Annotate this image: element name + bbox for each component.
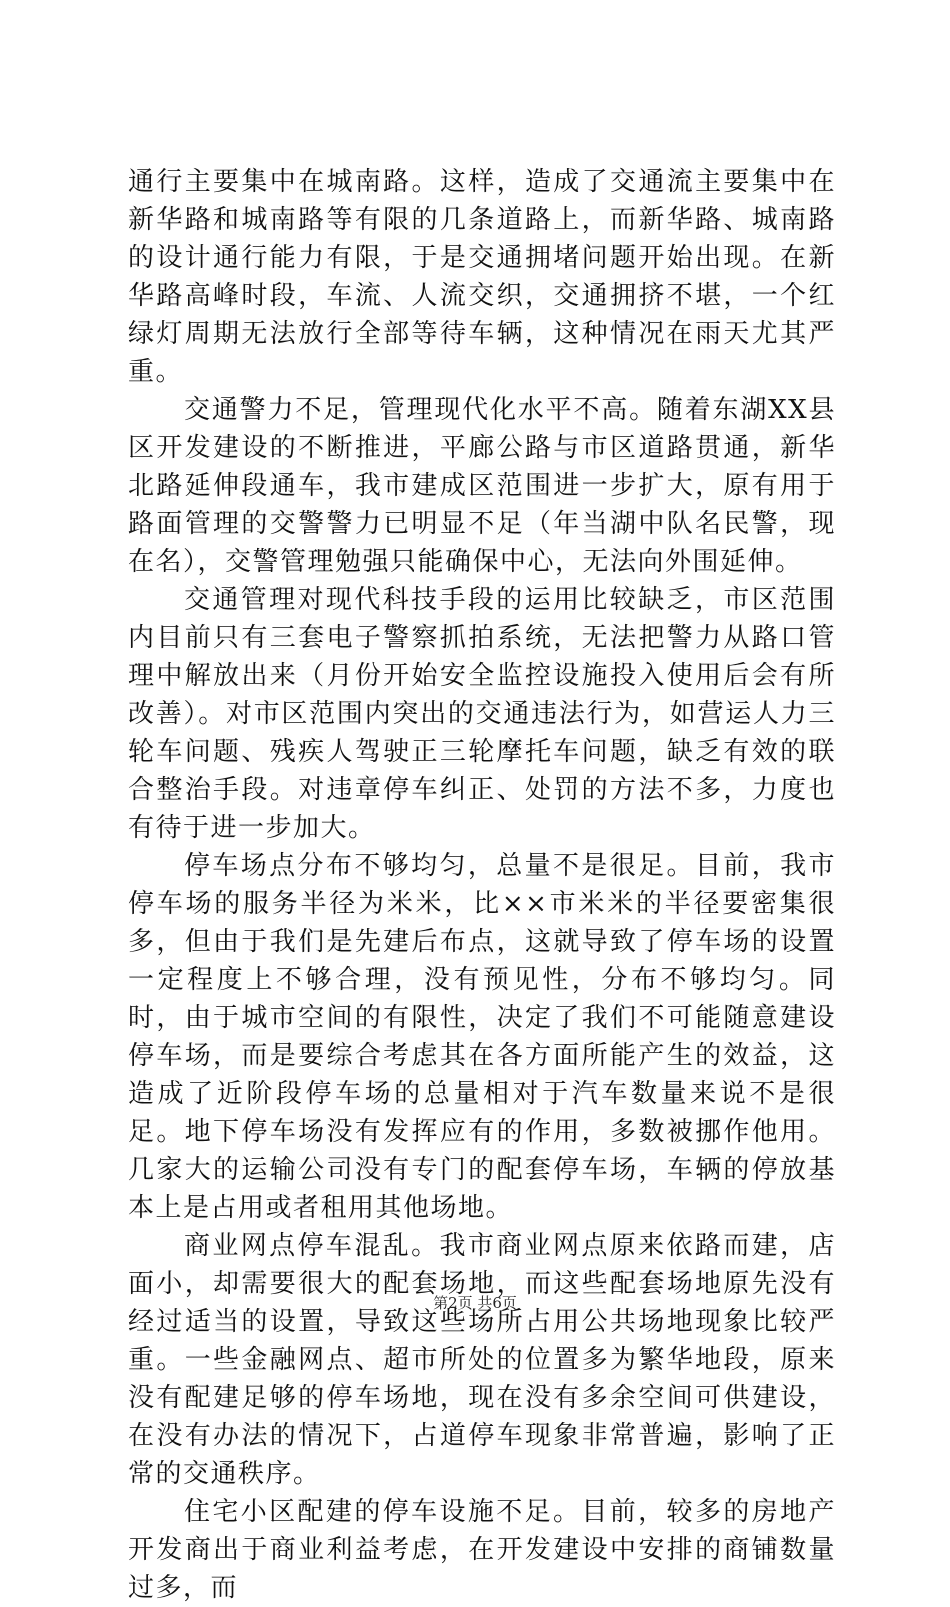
paragraph-parking-lots: 停车场点分布不够均匀，总量不是很足。目前，我市停车场的服务半径为米米，比××市米米的半径要密集很多，但由于我们是先建后布点，这就导致了停车场的设置一定程度上不够合理，没有预见性，分布不够均匀。同时，由于城市空间的有限性，决定了我们不可能随意建设停车场，而是要综合考虑其在各方面所能产生的效益，这造成了近阶段停车场的总量相对于汽车数量来说不是很足。地下停车场没有发挥应有的作用，多数被挪作他用。几家大的运输公司没有专门的配套停车场，车辆的停放基本上是占用或者租用其他场地。: [128, 851, 836, 1223]
paragraph-police-force: 交通警力不足，管理现代化水平不高。随着东湖XX县区开发建设的不断推进，平廊公路与市区道路贯通，新华北路延伸段通车，我市建成区范围进一步扩大，原有用于路面管理的交警警力已明显不足（年当湖中队名民警，现在名），交警管理勉强只能确保中心，无法向外围延伸。: [128, 395, 836, 577]
page-number-footer: 第2页 共6页: [433, 1294, 517, 1312]
paragraph-technology: 交通管理对现代科技手段的运用比较缺乏，市区范围内目前只有三套电子警察抓拍系统，无法把警力从路口管理中解放出来（月份开始安全监控设施投入使用后会有所改善）。对市区范围内突出的交通违法行为，如营运人力三轮车问题、残疾人驾驶正三轮摩托车问题，缺乏有效的联合整治手段。对违章停车纠正、处罚的方法不多，力度也有待于进一步加大。: [128, 585, 836, 843]
paragraph-continuation: 通行主要集中在城南路。这样，造成了交通流主要集中在新华路和城南路等有限的几条道路上，而新华路、城南路的设计通行能力有限，于是交通拥堵问题开始出现。在新华路高峰时段，车流、人流交织，交通拥挤不堪，一个红绿灯周期无法放行全部等待车辆，这种情况在雨天尤其严重。: [128, 167, 836, 387]
paragraph-residential-parking: 住宅小区配建的停车设施不足。目前，较多的房地产开发商出于商业利益考虑，在开发建设中安排的商铺数量过多，而: [128, 1497, 836, 1603]
document-body: [128, 163, 836, 1607]
paragraph-commercial-parking: 商业网点停车混乱。我市商业网点原来依路而建，店面小，却需要很大的配套场地，而这些配套场地原先没有经过适当的设置，导致这些场所占用公共场地现象比较严重。一些金融网点、超市所处的位置多为繁华地段，原来没有配建足够的停车场地，现在没有多余空间可供建设，在没有办法的情况下，占道停车现象非常普遍，影响了正常的交通秩序。: [128, 1231, 836, 1489]
